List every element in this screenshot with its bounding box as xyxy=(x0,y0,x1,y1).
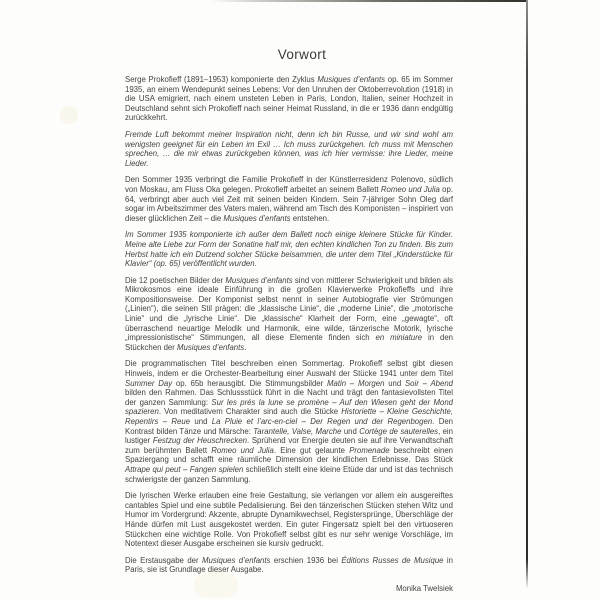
page-edge-right xyxy=(526,0,528,589)
text-segment: Im Sommer 1935 komponierte ich außer dem Ballett noch einige kleinere Stücke für Kinder. Meine alte Liebe zur Form der Sonatine half mir, den echten kindlichen Ton zu finden. Bis zum Herbst hatte ich ein Dutzend solcher Stücke beisammen, die unter dem Titel „Kinderstücke für Klavier“ (op. 65) veröffentlicht wurden. xyxy=(125,230,453,269)
text-segment: Sur les prés la lune se promène – Auf den Wiesen geht der Mond spazieren xyxy=(125,397,453,417)
paragraph-biography xyxy=(125,75,453,123)
text-segment: entstehen. xyxy=(290,213,330,223)
text-segment: . Sprühend vor Energie deuten sie auf ihre Verwandtschaft zum berühmten Ballett xyxy=(125,436,453,455)
text-segment: . Von meditativem Charakter sind auch die Stücke xyxy=(158,407,342,417)
page-title: Vorwort xyxy=(277,47,327,62)
text-segment: Die 12 poetischen Bilder der xyxy=(125,275,226,285)
text-segment: Matin – Morgen xyxy=(327,378,385,388)
text-segment: . Eine gut gelaunte xyxy=(273,445,350,455)
text-segment: in Paris, sie ist Grundlage dieser Ausgabe. xyxy=(125,555,453,575)
text-segment: Historiette – Kleine Geschichte, Repentirs – Reue xyxy=(125,407,454,426)
author-signature: Monika Twelsiek xyxy=(395,583,453,593)
paragraphs xyxy=(125,75,453,575)
text-segment: Éditions Russes de Musique xyxy=(341,555,444,565)
text-segment: sind von mittlerer Schwierigkeit und bilden als Mikrokosmos eine ideale Einführung in die großen Klavierwerke Prokofieffs und ihre Kompositionsweise. Der Komponist selbst nennt in seiner Autobiografie vier Strömungen („Linien“), die seinen Stil prägen: die „klassische Linie“, die „moderne Linie“, die „motorische Linie“ und die „lyrische Linie“. Die „klassische“ Klarheit der Form, eine „gewagte“, oft überraschend neuartige Melodik und Harmonik, eine wilde, tänzerische Motorik, lyrische „impressionistische“ Stimmungen, all diese Elemente finden sich xyxy=(125,275,453,343)
text-segment: Musiques d’enfants xyxy=(223,213,291,223)
paragraph-style-lines xyxy=(125,276,453,353)
text-segment: . xyxy=(244,342,247,352)
text-segment: Musiques d’enfants xyxy=(177,342,245,352)
text-segment: op. 65 im Sommer 1935, an einem Wendepunkt seines Lebens: Vor den Unruhen der Oktoberrevolution (1918) in die USA emigriert, nach einem unsteten Leben in Paris, London, Italien, seiner Hochzeit in Deutschland sehnt sich Prokofieff nach seiner Heimat Russland, in die er 1936 dann endgültig zurückkehrt. xyxy=(125,75,453,123)
paragraph-quote-exile xyxy=(125,130,453,168)
text-segment: schließlich stellt eine kleine Etüde dar und ist das technisch schwierigste der ganzen Sammlung. xyxy=(125,464,453,484)
text-segment: Summer Day xyxy=(125,378,173,388)
text-segment: beschreibt einen Spaziergang und schafft eine räumliche Dimension der kindlichen Erlebnisse. Das Stück xyxy=(125,445,453,465)
text-segment: op. 65b herausgibt. Die Stimmungsbilder xyxy=(172,378,327,388)
text-segment: und xyxy=(341,426,360,436)
text-segment: bilden den Rahmen. Das Schlussstück führt in die Nacht und trägt den fantasievollsten Titel der ganzen Sammlung: xyxy=(125,388,453,407)
scan-artifact xyxy=(60,106,78,124)
text-segment: . Den Kontrast bilden Tänze und Märsche: xyxy=(125,417,453,436)
paragraph-first-edition xyxy=(125,556,453,575)
text-segment: Promenade xyxy=(349,445,390,455)
text-segment: Romeo und Julia xyxy=(211,445,274,455)
text-segment: La Pluie et l’arc-en-ciel – Der Regen und der Regenbogen xyxy=(211,417,433,426)
text-segment: erschien 1936 bei xyxy=(270,555,342,565)
text-segment: Den Sommer 1935 verbringt die Familie Prokofieff in der Künstlerresidenz Polenovo, südlich von Moskau, am Fluss Oka gelegen. Prokofieff arbeitet an seinem Ballett xyxy=(125,175,453,194)
text-segment: en miniature xyxy=(375,333,423,343)
paragraph-interpretation xyxy=(125,491,453,549)
text-segment: Cortège de sauterelles xyxy=(359,426,439,436)
text-segment: Musiques d’enfants xyxy=(225,275,293,285)
paragraph-titles-summer-day xyxy=(125,359,453,484)
text-segment: Romeo und Julia xyxy=(380,184,440,194)
text-segment: Die Erstausgabe der xyxy=(125,555,203,565)
text-segment: und xyxy=(384,378,405,388)
text-segment: Tarantelle, Valse, Marche xyxy=(253,426,342,436)
page-edge-top xyxy=(210,0,528,2)
paragraph-quote-composition xyxy=(125,230,453,268)
text-segment: Die lyrischen Werke erlauben eine freie Gestaltung, sie verlangen vor allem ein ausgereiftes cantables Spiel und eine subtile Pedalisierung. Bei den tänzerischen Stücken stehen Witz und Humor im Vordergrund: Akzente, abrupte Dynamikwechsel, Registersprünge, Überschläge der Hände dürfen mit Lust ausgekostet werden. Ein guter Fingersatz spielt bei den virtuoseren Stückchen eine wichtige Rolle. Von Prokofieff selbst gibt es nur sehr wenige Vorschläge, im Notentext dieser Ausgabe erscheinen sie kursiv gedruckt. xyxy=(125,491,453,549)
paragraph-polenovo xyxy=(125,175,453,223)
text-segment: und xyxy=(190,417,212,426)
text-segment: Fremde Luft bekommt meiner Inspiration nicht, denn ich bin Russe, und wir sind wohl am wenigsten geeignet für ein Leben im Exil … Ich muss zurückgehen. Ich muss mit Menschen sprechen, … die mir etwas zurückgeben können, was ich hier vermisse: ihre Lieder, meine Lieder. xyxy=(125,129,453,168)
text-segment: Die programmatischen Titel beschreiben einen Sommertag. Prokofieff selbst gibt diesen Hinweis, indem er die Orchester-Bearbeitung einer Auswahl der Stücke 1941 unter dem Titel xyxy=(125,359,453,379)
text-segment: op. 64, verbringt aber auch viel Zeit mit seinen beiden Kindern. Sein 7-jähriger Sohn Oleg darf sogar im Arbeitszimmer des Vaters malen, während am Tisch des Komponisten – inspiriert von dieser glücklichen Zeit – die xyxy=(125,184,453,223)
text-segment: Musiques d’enfants xyxy=(202,555,271,565)
text-segment: , ein lustiger xyxy=(125,426,453,446)
text-segment: Festzug der Heuschrecken xyxy=(152,436,247,446)
preface-content xyxy=(125,47,453,594)
text-segment: Musiques d’enfants xyxy=(317,75,386,84)
text-segment: in den Stückchen der xyxy=(125,333,453,352)
text-segment: Soir – Abend xyxy=(404,378,454,388)
text-segment: Attrape qui peut – Fangen spielen xyxy=(125,464,244,474)
text-segment: Serge Prokofieff (1891–1953) komponierte den Zyklus xyxy=(125,75,318,84)
